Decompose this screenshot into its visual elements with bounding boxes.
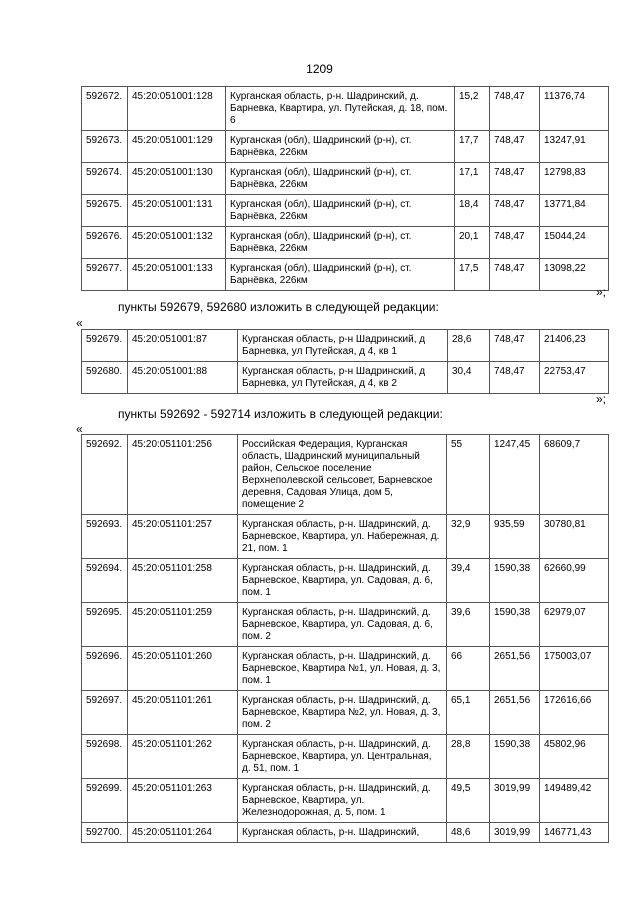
cadastral-number-cell: 45:20:051101:263 bbox=[128, 779, 238, 823]
table-row bbox=[82, 330, 609, 362]
value-cell: 62979,07 bbox=[540, 603, 609, 647]
area-cell: 17,5 bbox=[455, 259, 490, 291]
value-cell: 13098,22 bbox=[540, 259, 609, 291]
address-cell: Курганская (обл), Шадринский (р-н), ст. Барнёвка, 226км bbox=[226, 259, 455, 291]
table-row bbox=[82, 603, 609, 647]
table-row bbox=[82, 362, 609, 394]
rate-cell: 3019,99 bbox=[490, 823, 540, 843]
table-row bbox=[82, 779, 609, 823]
value-cell: 172616,66 bbox=[540, 691, 609, 735]
table-row bbox=[82, 195, 609, 227]
address-cell: Курганская область, р-н. Шадринский, д. Барневское, Квартира, ул. Садовая, д. 6, пом. 1 bbox=[238, 559, 447, 603]
opening-quote-1: « bbox=[76, 316, 83, 330]
value-cell: 21406,23 bbox=[540, 330, 609, 362]
value-cell: 62660,99 bbox=[540, 559, 609, 603]
property-table-2 bbox=[81, 329, 609, 394]
value-cell: 30780,81 bbox=[540, 515, 609, 559]
value-cell: 15044,24 bbox=[540, 227, 609, 259]
table-row bbox=[82, 435, 609, 515]
value-cell: 22753,47 bbox=[540, 362, 609, 394]
table-row bbox=[82, 735, 609, 779]
address-cell: Курганская область, р-н. Шадринский, д. Барневское, Квартира №1, ул. Новая, д. 3, пом. 1 bbox=[238, 647, 447, 691]
address-cell: Курганская (обл), Шадринский (р-н), ст. Барнёвка, 226км bbox=[226, 227, 455, 259]
row-number-cell: 592696. bbox=[82, 647, 128, 691]
cadastral-number-cell: 45:20:051001:130 bbox=[128, 163, 226, 195]
address-cell: Курганская область, р-н. Шадринский, bbox=[238, 823, 447, 843]
area-cell: 66 bbox=[447, 647, 490, 691]
address-cell: Курганская область, р-н. Шадринский, д. Барневское, Квартира, ул. Железнодорожная, д. 5, пом. 1 bbox=[238, 779, 447, 823]
row-number-cell: 592675. bbox=[82, 195, 128, 227]
row-number-cell: 592698. bbox=[82, 735, 128, 779]
table-row bbox=[82, 691, 609, 735]
area-cell: 30,4 bbox=[448, 362, 490, 394]
table-row bbox=[82, 559, 609, 603]
cadastral-number-cell: 45:20:051101:256 bbox=[128, 435, 238, 515]
address-cell: Курганская область, р-н. Шадринский, д. Барневское, Квартира, ул. Центральная, д. 51, пом. 1 bbox=[238, 735, 447, 779]
rate-cell: 3019,99 bbox=[490, 779, 540, 823]
closing-quote-2: »; bbox=[596, 392, 607, 406]
cadastral-number-cell: 45:20:051001:88 bbox=[128, 362, 238, 394]
row-number-cell: 592692. bbox=[82, 435, 128, 515]
area-cell: 39,6 bbox=[447, 603, 490, 647]
value-cell: 45802,96 bbox=[540, 735, 609, 779]
rate-cell: 748,47 bbox=[490, 227, 540, 259]
value-cell: 13771,84 bbox=[540, 195, 609, 227]
table-row bbox=[82, 647, 609, 691]
address-cell: Российская Федерация, Курганская область, Шадринский муниципальный район, Сельское поселение Верхнеполевской сельсовет, Барневское деревня, Садовая Улица, дом 5, помещение 2 bbox=[238, 435, 447, 515]
value-cell: 175003,07 bbox=[540, 647, 609, 691]
cadastral-number-cell: 45:20:051001:129 bbox=[128, 131, 226, 163]
area-cell: 15,2 bbox=[455, 87, 490, 131]
row-number-cell: 592694. bbox=[82, 559, 128, 603]
rate-cell: 1247,45 bbox=[490, 435, 540, 515]
value-cell: 13247,91 bbox=[540, 131, 609, 163]
cadastral-number-cell: 45:20:051101:264 bbox=[128, 823, 238, 843]
value-cell: 12798,83 bbox=[540, 163, 609, 195]
cadastral-number-cell: 45:20:051101:258 bbox=[128, 559, 238, 603]
area-cell: 20,1 bbox=[455, 227, 490, 259]
rate-cell: 748,47 bbox=[490, 330, 540, 362]
row-number-cell: 592700. bbox=[82, 823, 128, 843]
area-cell: 32,9 bbox=[447, 515, 490, 559]
address-cell: Курганская область, р-н Шадринский, д Барневка, ул Путейская, д 4, кв 1 bbox=[238, 330, 448, 362]
area-cell: 49,5 bbox=[447, 779, 490, 823]
row-number-cell: 592697. bbox=[82, 691, 128, 735]
address-cell: Курганская область, р-н Шадринский, д Барневка, ул Путейская, д 4, кв 2 bbox=[238, 362, 448, 394]
opening-quote-2: « bbox=[76, 422, 83, 436]
rate-cell: 748,47 bbox=[490, 163, 540, 195]
cadastral-number-cell: 45:20:051101:259 bbox=[128, 603, 238, 647]
row-number-cell: 592679. bbox=[82, 330, 128, 362]
table-row bbox=[82, 227, 609, 259]
rate-cell: 748,47 bbox=[490, 259, 540, 291]
paragraph-2: пункты 592692 - 592714 изложить в следующей редакции: bbox=[118, 407, 443, 421]
property-table-1 bbox=[81, 86, 609, 291]
row-number-cell: 592676. bbox=[82, 227, 128, 259]
row-number-cell: 592695. bbox=[82, 603, 128, 647]
cadastral-number-cell: 45:20:051001:131 bbox=[128, 195, 226, 227]
cadastral-number-cell: 45:20:051101:260 bbox=[128, 647, 238, 691]
address-cell: Курганская область, р-н. Шадринский, д. Барневское, Квартира №2, ул. Новая, д. 3, пом. 2 bbox=[238, 691, 447, 735]
table-row bbox=[82, 515, 609, 559]
closing-quote-1: »; bbox=[596, 285, 607, 299]
address-cell: Курганская область, р-н. Шадринский, д. Барневка, Квартира, ул. Путейская, д. 18, пом. 6 bbox=[226, 87, 455, 131]
rate-cell: 748,47 bbox=[490, 131, 540, 163]
rate-cell: 748,47 bbox=[490, 87, 540, 131]
rate-cell: 2651,56 bbox=[490, 691, 540, 735]
rate-cell: 1590,38 bbox=[490, 735, 540, 779]
address-cell: Курганская область, р-н. Шадринский, д. Барневское, Квартира, ул. Набережная, д. 21, пом. 1 bbox=[238, 515, 447, 559]
area-cell: 39,4 bbox=[447, 559, 490, 603]
area-cell: 18,4 bbox=[455, 195, 490, 227]
address-cell: Курганская область, р-н. Шадринский, д. Барневское, Квартира, ул. Садовая, д. 6, пом. 2 bbox=[238, 603, 447, 647]
table-row bbox=[82, 131, 609, 163]
address-cell: Курганская (обл), Шадринский (р-н), ст. Барнёвка, 226км bbox=[226, 163, 455, 195]
area-cell: 65,1 bbox=[447, 691, 490, 735]
page-number: 1209 bbox=[306, 62, 333, 76]
table-row bbox=[82, 163, 609, 195]
address-cell: Курганская (обл), Шадринский (р-н), ст. Барнёвка, 226км bbox=[226, 131, 455, 163]
rate-cell: 1590,38 bbox=[490, 603, 540, 647]
cadastral-number-cell: 45:20:051101:262 bbox=[128, 735, 238, 779]
table-row bbox=[82, 823, 609, 843]
rate-cell: 2651,56 bbox=[490, 647, 540, 691]
cadastral-number-cell: 45:20:051101:257 bbox=[128, 515, 238, 559]
cadastral-number-cell: 45:20:051101:261 bbox=[128, 691, 238, 735]
cadastral-number-cell: 45:20:051001:128 bbox=[128, 87, 226, 131]
value-cell: 146771,43 bbox=[540, 823, 609, 843]
value-cell: 149489,42 bbox=[540, 779, 609, 823]
rate-cell: 1590,38 bbox=[490, 559, 540, 603]
row-number-cell: 592673. bbox=[82, 131, 128, 163]
rate-cell: 748,47 bbox=[490, 362, 540, 394]
rate-cell: 935,59 bbox=[490, 515, 540, 559]
rate-cell: 748,47 bbox=[490, 195, 540, 227]
area-cell: 48,6 bbox=[447, 823, 490, 843]
area-cell: 55 bbox=[447, 435, 490, 515]
row-number-cell: 592699. bbox=[82, 779, 128, 823]
area-cell: 28,8 bbox=[447, 735, 490, 779]
row-number-cell: 592674. bbox=[82, 163, 128, 195]
paragraph-1: пункты 592679, 592680 изложить в следующей редакции: bbox=[118, 300, 439, 314]
row-number-cell: 592693. bbox=[82, 515, 128, 559]
row-number-cell: 592680. bbox=[82, 362, 128, 394]
area-cell: 28,6 bbox=[448, 330, 490, 362]
address-cell: Курганская (обл), Шадринский (р-н), ст. Барнёвка, 226км bbox=[226, 195, 455, 227]
row-number-cell: 592672. bbox=[82, 87, 128, 131]
area-cell: 17,1 bbox=[455, 163, 490, 195]
table-row bbox=[82, 87, 609, 131]
cadastral-number-cell: 45:20:051001:87 bbox=[128, 330, 238, 362]
area-cell: 17,7 bbox=[455, 131, 490, 163]
row-number-cell: 592677. bbox=[82, 259, 128, 291]
table-row bbox=[82, 259, 609, 291]
cadastral-number-cell: 45:20:051001:133 bbox=[128, 259, 226, 291]
value-cell: 68609,7 bbox=[540, 435, 609, 515]
cadastral-number-cell: 45:20:051001:132 bbox=[128, 227, 226, 259]
property-table-3 bbox=[81, 434, 609, 843]
value-cell: 11376,74 bbox=[540, 87, 609, 131]
